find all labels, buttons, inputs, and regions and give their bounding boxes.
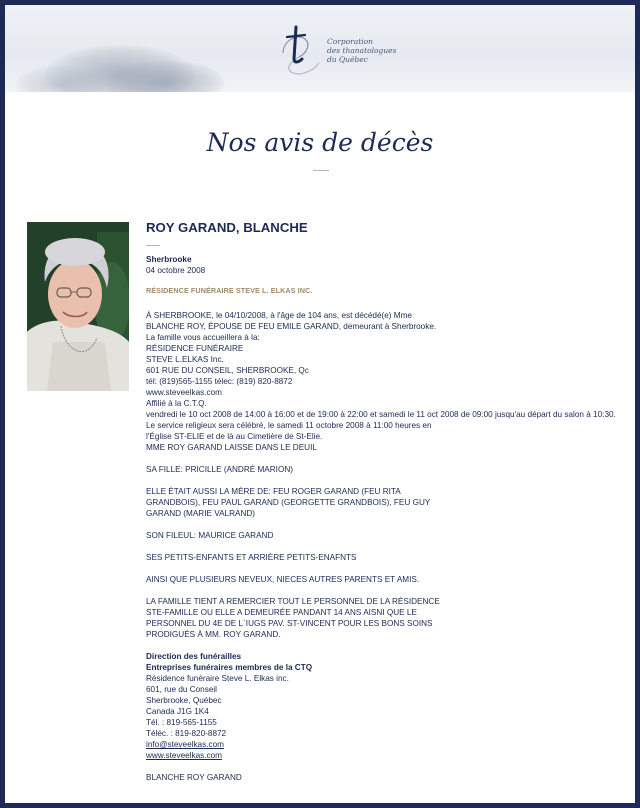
- funeral-home-label: RÉSIDENCE FUNÉRAIRE STEVE L. ELKAS INC.: [146, 286, 313, 295]
- ctq-logo[interactable]: [275, 23, 395, 77]
- body-line: SES PETITS-ENFANTS ET ARRIÈRE PETITS-ENAFNTS: [146, 553, 357, 562]
- directions-company: Résidence funéraire Steve L. Elkas inc.: [146, 674, 289, 683]
- portrait-image: [27, 222, 129, 391]
- page-frame: [5, 5, 635, 803]
- logo-text: [327, 37, 396, 64]
- spacer: [146, 541, 616, 552]
- spacer: [146, 585, 616, 596]
- title-divider: [313, 170, 329, 171]
- directions-heading: Direction des funérailles: [146, 652, 242, 661]
- body-line: 601 RUE DU CONSEIL, SHERBROOKE, Qc: [146, 366, 309, 375]
- body-line: PERSONNEL DU 4E DE L`IUGS PAV. ST-VINCENT POUR LES BONS SOINS: [146, 619, 433, 628]
- body-line: LA FAMILLE TIENT A REMERCIER TOUT LE PERSONNEL DE LA RÉSIDENCE: [146, 597, 440, 606]
- deceased-name: ROY GARAND, BLANCHE: [146, 220, 308, 235]
- body-line: STE-FAMILLE OU ELLE A DEMEURÉE PANDANT 14 ANS AISNI QUE LE: [146, 608, 417, 617]
- email-link[interactable]: info@steveelkas.com: [146, 740, 224, 749]
- body-line: Le service religieux sera célébré, le samedi 11 octobre 2008 à 11:00 heures en: [146, 421, 432, 430]
- obituary-city: Sherbrooke: [146, 255, 192, 264]
- body-line: l'Église ST-ELIE et de là au Cimetière de St-Elie.: [146, 432, 323, 441]
- body-line: MME ROY GARAND LAISSE DANS LE DEUIL: [146, 443, 317, 452]
- directions-subheading: Entreprises funéraires membres de la CTQ: [146, 663, 313, 672]
- body-line: ELLE ÉTAIT AUSSI LA MÈRE DE: FEU ROGER GARAND (FEU RITA: [146, 487, 401, 496]
- directions-address: Canada J1G 1K4: [146, 707, 209, 716]
- signature-line: BLANCHE ROY GARAND: [146, 773, 242, 782]
- name-divider: [146, 245, 160, 246]
- body-line: À SHERBROOKE, le 04/10/2008, à l'âge de 104 ans, est décédé(e) Mme: [146, 311, 412, 320]
- logo-line: du Québec: [327, 55, 368, 64]
- body-line: tél: (819)565-1155 télec: (819) 820-8872: [146, 377, 293, 386]
- deceased-photo: [27, 222, 129, 391]
- obituary-body: [146, 310, 616, 783]
- header-banner: [5, 5, 635, 92]
- obituary-date: 04 octobre 2008: [146, 266, 206, 275]
- logo-line: des thanatologues: [327, 46, 397, 55]
- logo-line: Corporation: [327, 37, 373, 46]
- body-line: SON FILEUL: MAURICE GARAND: [146, 531, 274, 540]
- body-line: STEVE L.ELKAS Inc.: [146, 355, 224, 364]
- body-line: www.steveelkas.com: [146, 388, 222, 397]
- obituary-content: [146, 219, 616, 783]
- directions-phone: Tél. : 819-565-1155: [146, 718, 217, 727]
- body-line: GARAND (MARIE VALRAND): [146, 509, 256, 518]
- body-line: PRODIGUÉS À MM. ROY GARAND.: [146, 630, 281, 639]
- body-line: RÉSIDENCE FUNÉRAIRE: [146, 344, 244, 353]
- spacer: [146, 640, 616, 651]
- directions-fax: Téléc. : 819-820-8872: [146, 729, 227, 738]
- body-line: SA FILLE: PRICILLE (ANDRÉ MARION): [146, 465, 293, 474]
- directions-address: 601, rue du Conseil: [146, 685, 218, 694]
- body-line: AINSI QUE PLUSIEURS NEVEUX, NIECES AUTRES PARENTS ET AMIS.: [146, 575, 420, 584]
- spacer: [146, 519, 616, 530]
- website-link[interactable]: www.steveelkas.com: [146, 751, 222, 760]
- body-line: La famille vous accueillera à la:: [146, 333, 260, 342]
- ctq-logo-icon: [275, 23, 325, 77]
- directions-address: Sherbrooke, Québec: [146, 696, 222, 705]
- page-title: Nos avis de décès: [206, 128, 434, 157]
- body-line: BLANCHE ROY, ÉPOUSE DE FEU EMILE GARAND, demeurant à Sherbrooke.: [146, 322, 437, 331]
- spacer: [146, 475, 616, 486]
- body-line: GRANDBOIS), FEU PAUL GARAND (GEORGETTE GRANDBOIS), FEU GUY: [146, 498, 431, 507]
- spacer: [146, 563, 616, 574]
- spacer: [146, 761, 616, 772]
- spacer: [146, 453, 616, 464]
- body-line: vendredi le 10 oct 2008 de 14:00 à 16:00 et de 19:00 à 22:00 et samedi le 11 oct 2008 de 09:00 jusqu'au départ du salon à 10:30.: [146, 410, 616, 419]
- body-line: Affilié à la C.T.Q.: [146, 399, 207, 408]
